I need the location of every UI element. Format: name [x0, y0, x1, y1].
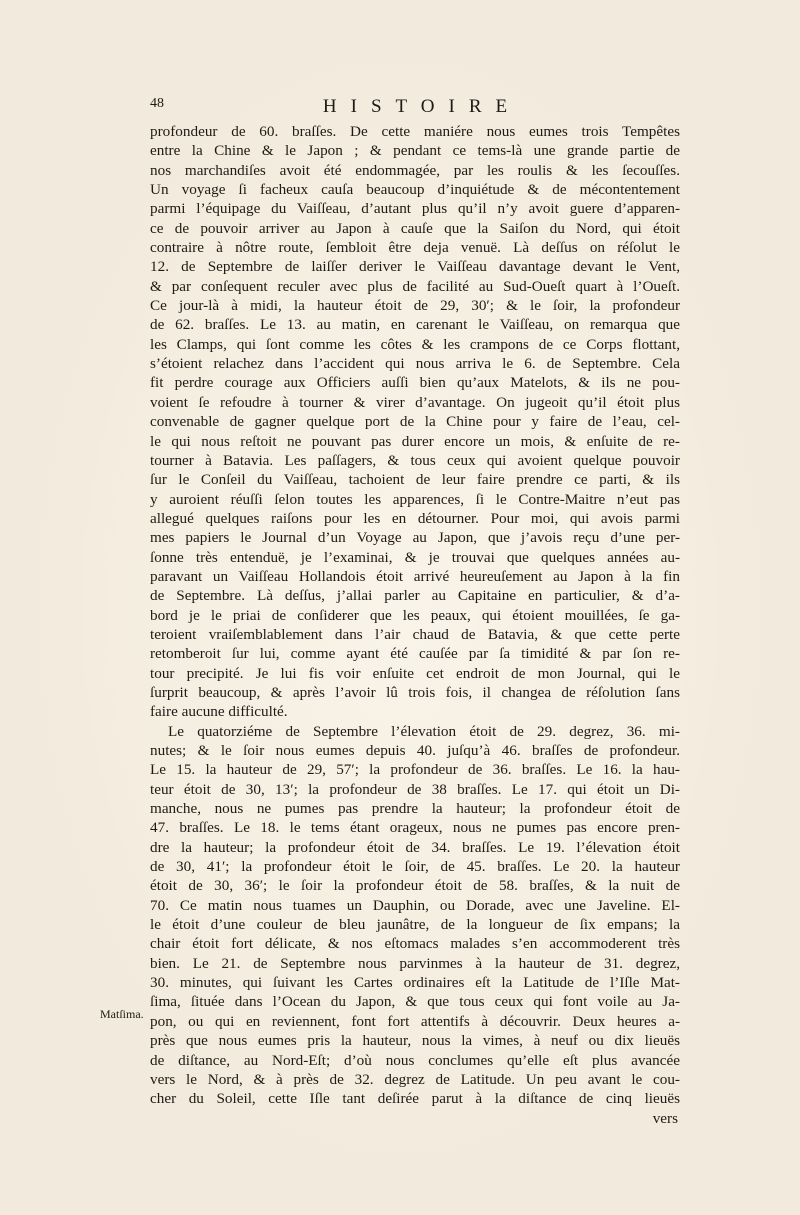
- text-line: de 62. braſſes. Le 13. au matin, en carenant le Vaiſſeau, on remarqua que: [150, 316, 680, 334]
- text-line: chair étoit fort délicate, & nos eſtomacs malades s’en accommoderent très: [150, 935, 680, 953]
- text-line: cher du Soleil, cette Iſle tant deſirée parut à la diſtance de cinq lieuës: [150, 1090, 680, 1108]
- running-title: HISTOIRE: [322, 96, 522, 117]
- paragraph: [150, 122, 680, 722]
- text-line: s’étoient relachez dans l’accident qui nous arriva le 6. de Septembre. Cela: [150, 355, 680, 373]
- text-line: les Clamps, qui ſont comme les côtes & les crampons de ce Corps flottant,: [150, 335, 680, 353]
- text-line: paravant un Vaiſſeau Hollandois étoit arrivé heureuſement au Japon à la fin: [150, 567, 680, 585]
- text-line: fit perdre courage aux Officiers auſſi bien qu’aux Matelots, & ils ne pou-: [150, 374, 680, 392]
- text-line: ſima, ſituée dans l’Ocean du Japon, & que tous ceux qui font voile au Ja-: [150, 993, 680, 1011]
- text-line: nutes; & le ſoir nous eumes depuis 40. juſqu’à 46. braſſes de profondeur.: [150, 742, 680, 759]
- text-line: bien. Le 21. de Septembre nous parvinmes à la hauteur de 31. degrez,: [150, 954, 680, 972]
- text-line: de Septembre. Là deſſus, j’allai parler au Capitaine en particulier, & d’a-: [150, 587, 680, 605]
- text-line: allegué quelques raiſons pour les en détourner. Pour moi, qui avois parmi: [150, 509, 680, 527]
- text-line: faire aucune difficulté.: [150, 703, 288, 721]
- text-line: étoit de 30, 36′; le ſoir la profondeur étoit de 58. braſſes, & la nuit de: [150, 877, 680, 895]
- text-line: tour precipité. Je lui fis voir enſuite cet endroit de mon Journal, qui le: [150, 664, 680, 682]
- text-line: près que nous eumes pris la hauteur, nous la vimes, à neuf ou dix lieuës: [150, 1032, 680, 1050]
- text-line: retomberoit ſur lui, comme ayant été cauſée par ſa timidité & par ſon re-: [150, 645, 680, 663]
- text-line: le qui nous reſtoit ne pouvant pas durer encore un mois, & enſuite de re-: [150, 432, 680, 450]
- text-line: Le 15. la hauteur de 29, 57′; la profondeur de 36. braſſes. Le 16. la hau-: [150, 761, 680, 779]
- text-line: y auroient réuſſi ſelon toutes les apparences, ſi le Contre-Maitre n’eut pas: [150, 490, 680, 508]
- text-line: nos marchandiſes avoit été endommagée, par les roulis & les ſecouſſes.: [150, 161, 680, 179]
- text-line: ſur le Conſeil du Vaiſſeau, tachoient de leur faire prendre ce parti, & ils: [150, 471, 680, 489]
- text-line: voient ſe refoudre à tourner & virer d’avantage. On jugeoit qu’il étoit plus: [150, 393, 680, 411]
- text-line: & par conſequent reculer avec plus de facilité au Sud-Oueſt quart à l’Oueſt.: [150, 277, 680, 295]
- catchword: vers: [652, 1109, 678, 1127]
- text-line: entre la Chine & le Japon ; & pendant ce tems-là une grande partie de: [150, 142, 680, 160]
- text-line: tourner à Batavia. Les paſſagers, & tous ceux qui avoient quelque pouvoir: [150, 451, 680, 469]
- text-line: ſurprit beaucoup, & après l’avoir lû trois fois, il changea de réſolution ſans: [150, 683, 680, 701]
- text-line: dre la hauteur; la profondeur étoit de 34. braſſes. Le 19. l’élevation étoit: [150, 838, 680, 856]
- text-line: teroient vraiſemblablement dans l’air chaud de Batavia, & que cette perte: [150, 625, 680, 643]
- text-line: de 30, 41′; la profondeur étoit le ſoir, de 45. braſſes. Le 20. la hauteur: [150, 858, 680, 876]
- text-line: le étoit d’une couleur de bleu jaunâtre, de la longueur de ſix empans; la: [150, 916, 680, 934]
- text-line: 30. minutes, qui ſuivant les Cartes ordinaires eſt la Latitude de l’Iſle Mat-: [150, 974, 680, 992]
- page-number: 48: [150, 96, 164, 111]
- text-line: convenable de gagner quelque port de la Chine pour y faire de l’eau, cel-: [150, 413, 680, 431]
- text-line: profondeur de 60. braſſes. De cette maniére nous eumes trois Tempêtes: [150, 123, 680, 140]
- text-line: 12. de Septembre de laiſſer deriver le Vaiſſeau davantage devant le Vent,: [150, 258, 680, 276]
- text-line: teur étoit de 30, 13′; la profondeur de 38 braſſes. Le 17. qui étoit un Di-: [150, 780, 680, 798]
- text-line: de diſtance, au Nord-Eſt; d’où nous conclumes qu’elle eſt plus avancée: [150, 1051, 680, 1069]
- margin-note: Matſima.: [100, 1007, 144, 1021]
- text-line: 47. braſſes. Le 18. le tems étant orageux, nous ne pumes pas encore pren-: [150, 819, 680, 837]
- text-line: contraire à nôtre route, ſembloit être deja venuë. Là deſſus on réſolut le: [150, 239, 680, 257]
- paragraph: [150, 722, 680, 1109]
- text-line: parmi l’équipage du Vaiſſeau, d’autant plus qu’il n’y avoit guere d’apparen-: [150, 200, 680, 218]
- text-line: vers le Nord, & à près de 32. degrez de Latitude. Un peu avant le cou-: [150, 1070, 680, 1088]
- text-line: Ce jour-là à midi, la hauteur étoit de 29, 30′; & le ſoir, la profondeur: [150, 297, 680, 315]
- text-line: ce de pouvoir arriver au Japon à cauſe que la Saiſon du Nord, qui étoit: [150, 219, 680, 237]
- text-line: Un voyage ſi facheux cauſa beaucoup d’inquiétude & de mécontentement: [150, 181, 680, 199]
- text-line: bord je le priai de conſiderer que les peaux, qui étoient mouillées, ſe ga-: [150, 606, 680, 624]
- text-line: 70. Ce matin nous tuames un Dauphin, ou Dorade, avec une Javeline. El-: [150, 896, 680, 914]
- text-line: pon, ou qui en reviennent, font fort attentifs à découvrir. Deux heures a-: [150, 1012, 680, 1030]
- page-header: [150, 96, 680, 120]
- text-line: manche, nous ne pumes pas prendre la hauteur; la profondeur étoit de: [150, 800, 680, 818]
- text-line: Le quatorziéme de Septembre l’élevation étoit de 29. degrez, 36. mi-: [168, 722, 680, 740]
- body-text: [150, 122, 680, 1128]
- text-line: mes papiers le Journal d’un Voyage au Japon, que j’avois reçu d’une per-: [150, 529, 680, 547]
- text-line: ſonne très entenduë, je l’examinai, & je trouvai que quelques années au-: [150, 548, 680, 566]
